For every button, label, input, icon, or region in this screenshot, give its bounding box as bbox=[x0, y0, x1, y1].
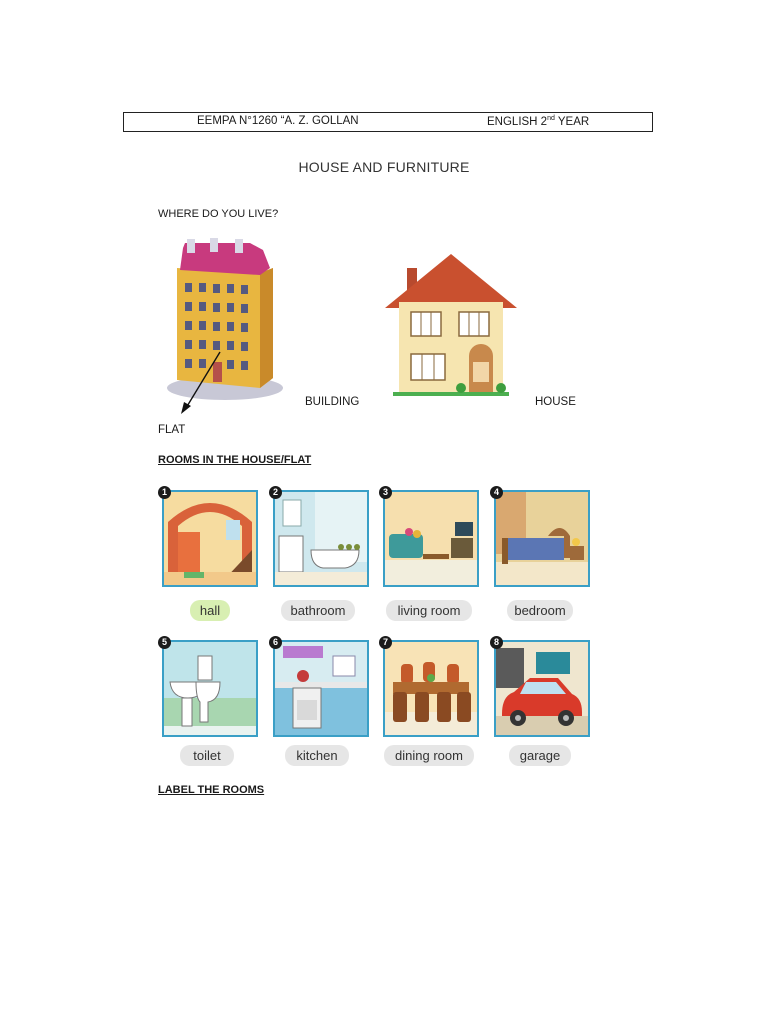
room-image-living-room bbox=[383, 490, 479, 587]
flat-label: FLAT bbox=[158, 424, 186, 436]
room-label: garage bbox=[509, 745, 571, 766]
house-label: HOUSE bbox=[535, 396, 576, 408]
page-title: HOUSE AND FURNITURE bbox=[298, 159, 470, 175]
room-image-toilet bbox=[162, 640, 258, 737]
room-label: living room bbox=[386, 600, 472, 621]
room-number: 4 bbox=[490, 486, 503, 499]
room-number: 2 bbox=[269, 486, 282, 499]
room-label: bathroom bbox=[281, 600, 355, 621]
room-label: kitchen bbox=[285, 745, 349, 766]
room-number: 1 bbox=[158, 486, 171, 499]
room-number: 6 bbox=[269, 636, 282, 649]
room-label: dining room bbox=[384, 745, 474, 766]
room-image-bedroom bbox=[494, 490, 590, 587]
room-image-bathroom bbox=[273, 490, 369, 587]
room-label: toilet bbox=[180, 745, 234, 766]
room-image-dining-room bbox=[383, 640, 479, 737]
rooms-heading: ROOMS IN THE HOUSE/FLAT bbox=[158, 454, 312, 466]
room-number: 3 bbox=[379, 486, 392, 499]
room-number: 8 bbox=[490, 636, 503, 649]
room-image-kitchen bbox=[273, 640, 369, 737]
question-text: WHERE DO YOU LIVE? bbox=[158, 208, 279, 220]
house-illustration bbox=[385, 252, 520, 402]
course-name: ENGLISH 2nd YEAR bbox=[487, 115, 590, 128]
label-rooms-heading: LABEL THE ROOMS bbox=[158, 784, 265, 796]
arrow-icon bbox=[178, 348, 228, 418]
building-label: BUILDING bbox=[305, 396, 360, 408]
school-name: EEMPA N°1260 “A. Z. GOLLAN bbox=[197, 115, 359, 127]
room-number: 7 bbox=[379, 636, 392, 649]
room-image-garage bbox=[494, 640, 590, 737]
room-image-hall bbox=[162, 490, 258, 587]
room-label: hall bbox=[190, 600, 230, 621]
room-number: 5 bbox=[158, 636, 171, 649]
header-box bbox=[123, 112, 653, 132]
room-label: bedroom bbox=[507, 600, 573, 621]
